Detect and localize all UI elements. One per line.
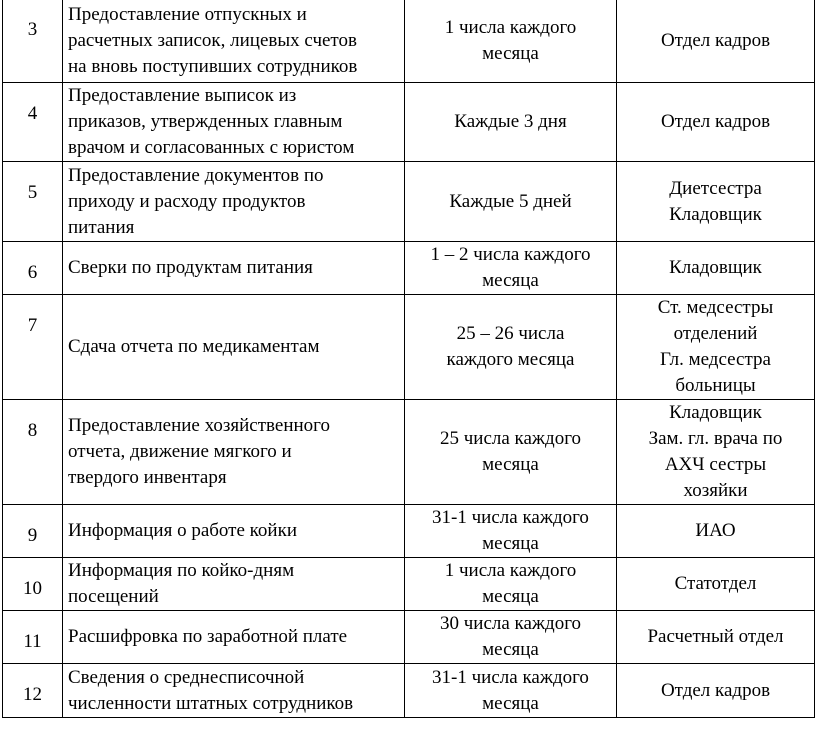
row-responsible-line: Ст. медсестры xyxy=(657,297,774,318)
table-row xyxy=(3,611,815,664)
row-description-line: Сведения о среднесписочной xyxy=(68,666,305,688)
row-responsible xyxy=(617,162,815,242)
row-deadline xyxy=(405,295,617,400)
row-responsible-line: Отдел кадров xyxy=(660,111,771,132)
row-responsible-line: Диетсестра xyxy=(669,177,762,199)
row-responsible xyxy=(617,295,815,400)
row-deadline xyxy=(405,505,617,558)
row-responsible-line: Кладовщик xyxy=(669,257,762,278)
row-number: 9 xyxy=(3,505,63,558)
row-deadline-line: Каждые 5 дней xyxy=(449,190,572,212)
row-responsible-line: Расчетный отдел xyxy=(647,626,784,647)
row-responsible-line: отделений xyxy=(673,323,758,344)
row-responsible xyxy=(617,558,815,611)
row-number: 12 xyxy=(3,664,63,718)
row-deadline-line: каждого месяца xyxy=(446,349,575,370)
row-deadline-line: месяца xyxy=(482,692,539,714)
row-deadline-line: месяца xyxy=(482,586,539,607)
row-description xyxy=(63,162,405,242)
row-description xyxy=(63,505,405,558)
row-number: 11 xyxy=(3,611,63,664)
row-description-line: Информация по койко-дням xyxy=(68,560,295,581)
row-deadline-line: 1 числа каждого xyxy=(444,16,577,38)
schedule-body xyxy=(3,0,815,718)
row-description-line: отчета, движение мягкого и xyxy=(68,441,292,462)
row-description xyxy=(63,0,405,83)
row-description-line: Предоставление выписок из xyxy=(68,85,297,106)
table-row xyxy=(3,242,815,295)
row-responsible-line: ИАО xyxy=(695,520,736,541)
row-deadline-line: месяца xyxy=(482,533,539,554)
row-responsible xyxy=(617,242,815,295)
table-row xyxy=(3,295,815,400)
row-responsible xyxy=(617,400,815,505)
row-deadline-line: 1 – 2 числа каждого xyxy=(430,244,591,265)
row-deadline xyxy=(405,611,617,664)
table-row xyxy=(3,558,815,611)
row-description-line: Сдача отчета по медикаментам xyxy=(68,336,320,357)
row-description-line: Расшифровка по заработной плате xyxy=(68,626,348,647)
row-number: 4 xyxy=(3,83,63,162)
row-responsible-line: Гл. медсестра xyxy=(660,349,771,370)
row-description xyxy=(63,295,405,400)
row-description-line: численности штатных сотрудников xyxy=(68,692,354,714)
table-row xyxy=(3,83,815,162)
row-description-line: посещений xyxy=(68,586,159,607)
row-responsible-line: АХЧ сестры xyxy=(664,454,767,475)
table-row xyxy=(3,664,815,718)
row-number: 6 xyxy=(3,242,63,295)
row-responsible-line: Отдел кадров xyxy=(660,29,771,51)
row-description-line: Предоставление документов по xyxy=(68,164,324,186)
row-description-line: приходу и расходу продуктов xyxy=(68,190,306,212)
row-deadline xyxy=(405,0,617,83)
row-description-line: питания xyxy=(68,216,135,238)
table-row xyxy=(3,400,815,505)
row-description-line: расчетных записок, лицевых счетов xyxy=(68,29,357,51)
row-deadline-line: 25 – 26 числа xyxy=(456,323,565,344)
row-deadline-line: 25 числа каждого xyxy=(439,428,582,449)
row-deadline-line: 1 числа каждого xyxy=(444,560,577,581)
row-description-line: на вновь поступивших сотрудников xyxy=(68,55,358,77)
row-description-line: Сверки по продуктам питания xyxy=(68,257,313,278)
row-description-line: врачом и согласованных с юристом xyxy=(68,137,355,158)
row-deadline-line: месяца xyxy=(482,42,539,64)
row-deadline-line: месяца xyxy=(482,270,539,291)
row-description xyxy=(63,558,405,611)
row-deadline-line: 31-1 числа каждого xyxy=(432,666,589,688)
row-responsible xyxy=(617,664,815,718)
row-description xyxy=(63,611,405,664)
row-responsible xyxy=(617,0,815,83)
row-deadline xyxy=(405,664,617,718)
row-description xyxy=(63,664,405,718)
row-number: 5 xyxy=(3,162,63,242)
row-deadline xyxy=(405,558,617,611)
row-description-line: приказов, утвержденных главным xyxy=(68,111,343,132)
row-description xyxy=(63,242,405,295)
row-responsible xyxy=(617,83,815,162)
table-row xyxy=(3,162,815,242)
row-number: 3 xyxy=(3,0,63,83)
row-description-line: Информация о работе койки xyxy=(68,520,297,541)
row-responsible-line: Кладовщик xyxy=(669,203,762,225)
row-number: 8 xyxy=(3,400,63,505)
table-row xyxy=(3,505,815,558)
row-deadline xyxy=(405,162,617,242)
row-deadline-line: Каждые 3 дня xyxy=(454,111,567,132)
row-deadline xyxy=(405,242,617,295)
table-row xyxy=(3,0,815,83)
row-deadline xyxy=(405,400,617,505)
row-description-line: Предоставление хозяйственного xyxy=(68,415,330,436)
schedule-table xyxy=(2,0,815,718)
row-deadline-line: месяца xyxy=(482,639,539,660)
row-responsible-line: Кладовщик xyxy=(669,402,762,423)
row-description-line: твердого инвентаря xyxy=(68,467,227,488)
row-deadline-line: 31-1 числа каждого xyxy=(432,507,589,528)
row-deadline-line: месяца xyxy=(482,454,539,475)
row-number: 7 xyxy=(3,295,63,400)
row-deadline xyxy=(405,83,617,162)
row-responsible-line: Зам. гл. врача по xyxy=(648,428,783,449)
row-responsible-line: Статотдел xyxy=(674,573,757,594)
row-responsible-line: хозяйки xyxy=(683,480,748,501)
row-responsible xyxy=(617,611,815,664)
row-description xyxy=(63,400,405,505)
row-description-line: Предоставление отпускных и xyxy=(68,3,307,25)
row-responsible xyxy=(617,505,815,558)
row-responsible-line: больницы xyxy=(675,375,756,396)
row-responsible-line: Отдел кадров xyxy=(660,679,771,701)
row-number: 10 xyxy=(3,558,63,611)
row-deadline-line: 30 числа каждого xyxy=(439,613,582,634)
row-description xyxy=(63,83,405,162)
